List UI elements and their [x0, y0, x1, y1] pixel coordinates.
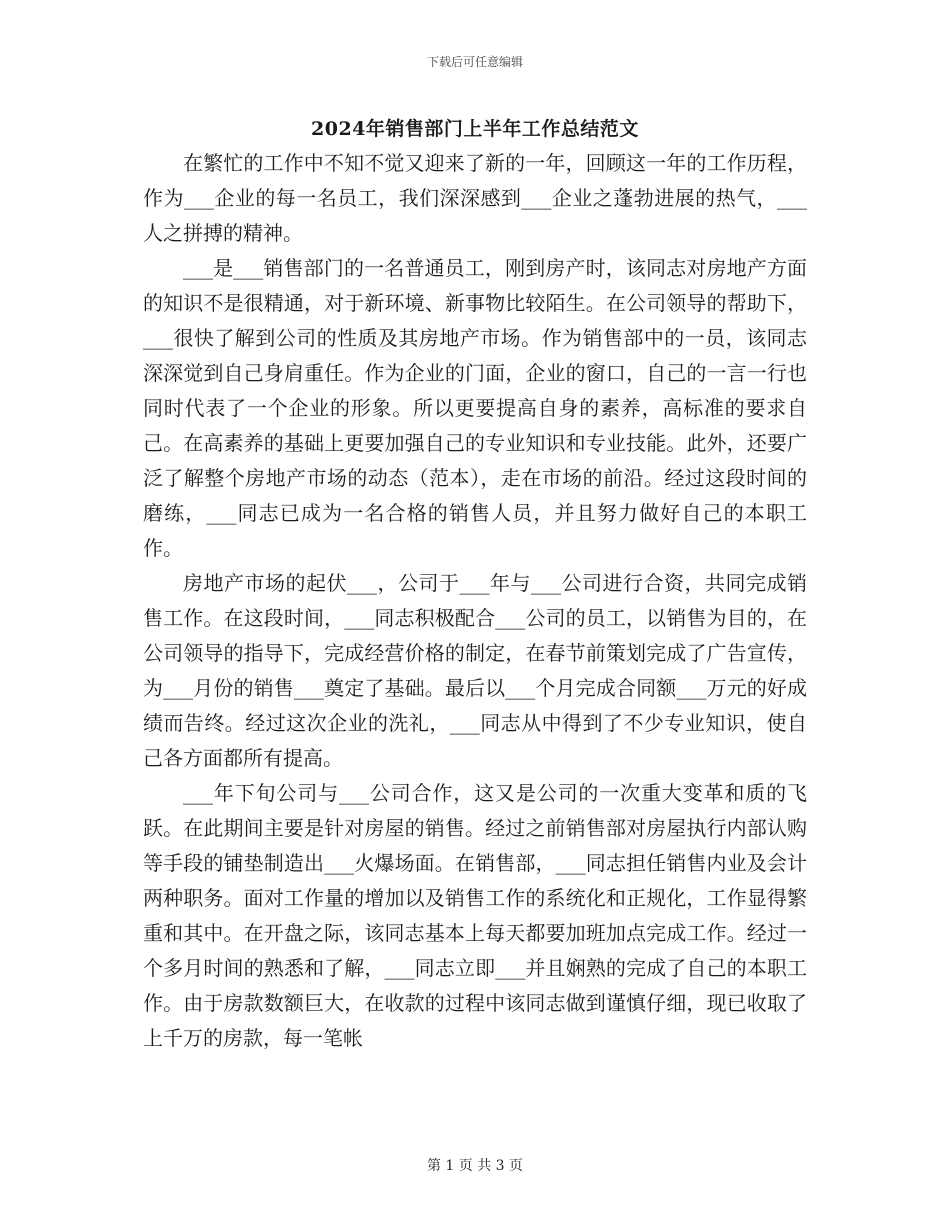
page-number: 第 1 页 共 3 页	[426, 1158, 524, 1174]
page-header-note: 下载后可任意编辑	[426, 55, 523, 69]
paragraph-3: 房地产市场的起伏___，公司于___年与___公司进行合资，共同完成销售工作。在这段时间，___同志积极配合___公司的员工，以销售为目的，在公司领导的指导下，完成经营价格的制定，在春节前策划完成了广告宣传，为___月份的销售___奠定了基础。最后以___个月完成合同额___万元的好成绩而告终。经过这次企业的洗礼，___同志从中得到了不少专业知识，使自己各方面都所有提高。	[143, 571, 807, 770]
paragraph-2: ___是___销售部门的一名普通员工，刚到房产时，该同志对房地产方面的知识不是很精通，对于新环境、新事物比较陌生。在公司领导的帮助下，___很快了解到公司的性质及其房地产市场。作为销售部中的一员，该同志深深觉到自己身肩重任。作为企业的门面，企业的窗口，自己的一言一行也同时代表了一个企业的形象。所以更要提高自身的素养，高标准的要求自己。在高素养的基础上更要加强自己的专业知识和专业技能。此外，还要广泛了解整个房地产市场的动态（范本），走在市场的前沿。经过这段时间的磨练，___同志已成为一名合格的销售人员，并且努力做好自己的本职工作。	[143, 256, 807, 560]
paragraph-1: 在繁忙的工作中不知不觉又迎来了新的一年，回顾这一年的工作历程，作为___企业的每一名员工，我们深深感到___企业之蓬勃进展的热气，___人之拼搏的精神。	[143, 151, 807, 245]
paragraph-4: ___年下旬公司与___公司合作，这又是公司的一次重大变革和质的飞跃。在此期间主要是针对房屋的销售。经过之前销售部对房屋执行内部认购等手段的铺垫制造出___火爆场面。在销售部，___同志担任销售内业及会计两种职务。面对工作量的增加以及销售工作的系统化和正规化，工作显得繁重和其中。在开盘之际，该同志基本上每天都要加班加点完成工作。经过一个多月时间的熟悉和了解，___同志立即___并且娴熟的完成了自己的本职工作。由于房款数额巨大，在收款的过程中该同志做到谨慎仔细，现已收取了上千万的房款，每一笔帐	[143, 781, 807, 1050]
document-body	[143, 146, 807, 1056]
document-title: 2024年销售部门上半年工作总结范文	[311, 118, 639, 140]
